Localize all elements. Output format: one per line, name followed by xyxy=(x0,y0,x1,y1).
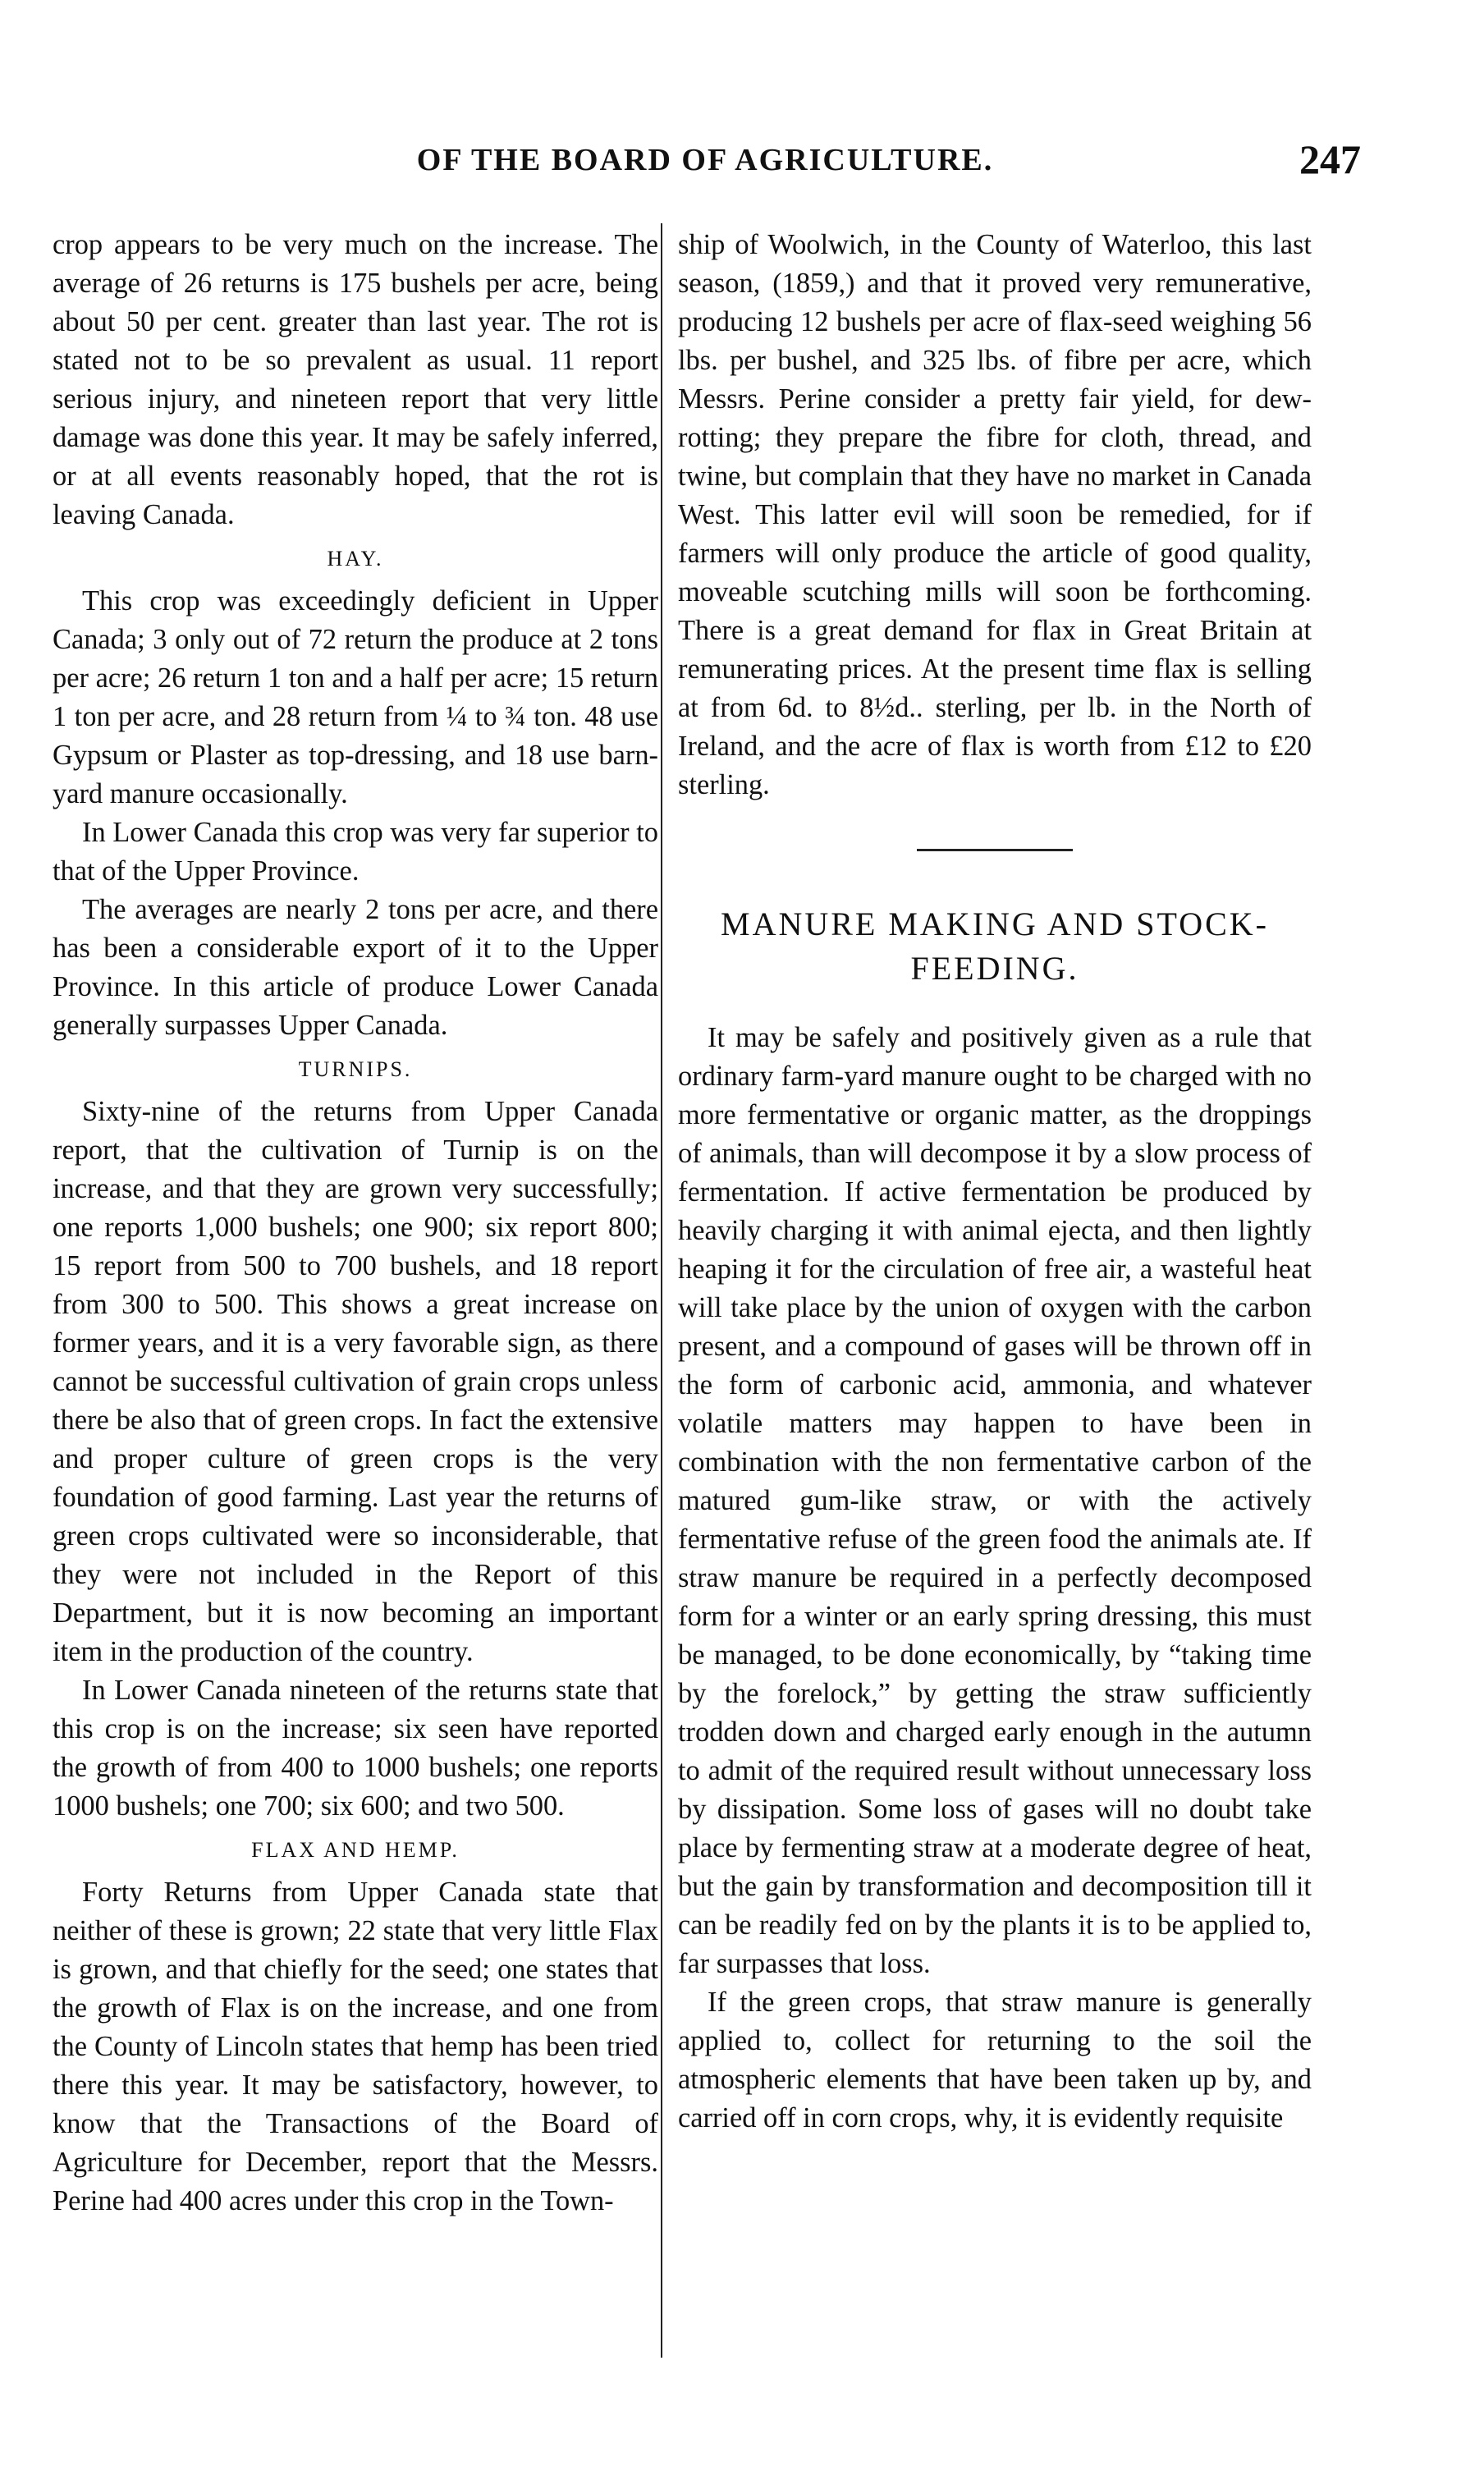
page-number: 247 xyxy=(1299,136,1361,182)
hay-heading: HAY. xyxy=(327,547,384,571)
manure-paragraph-2: If the green crops, that straw manure is generally applied to, collect for returning to the soil the atmospheric elements that have been taken up by, and carried off in corn crops, why, it is evidently requisite xyxy=(678,1987,1312,2134)
hay-paragraph-2: In Lower Canada this crop was very far superior to that of the Upper Province. xyxy=(53,817,658,887)
hay-paragraph-1: This crop was exceedingly deficient in Upper Canada; 3 only out of 72 return the produce at 2 tons per acre; 26 return 1 ton and a half per acre; 15 return 1 ton per acre, and 28 return from ¼ to ¾ ton. 48 use Gypsum or Plaster as top-dressing, and 18 use barn-yard manure occasionally. xyxy=(53,585,658,809)
hay-paragraph-3: The averages are nearly 2 tons per acre, and there has been a considerable export of it to the Upper Province. In this article of produce Lower Canada generally surpasses Upper Canada. xyxy=(53,894,658,1041)
right-column xyxy=(678,226,1312,2138)
left-column xyxy=(53,226,658,2221)
turnips-heading: TURNIPS. xyxy=(298,1057,413,1081)
flax-paragraph-1: Forty Returns from Upper Canada state that neither of these is grown; 22 state that very little Flax is grown, and that chiefly for the seed; one states that the growth of Flax is on the increase, and one from the County of Lincoln states that hemp has been tried there this year. It may be satisfactory, however, to know that the Transactions of the Board of Agriculture for December, report that the Messrs. Perine had 400 acres under this crop in the Town- xyxy=(53,1877,658,2216)
running-head xyxy=(49,135,1361,193)
section-rule xyxy=(917,849,1073,851)
turnips-paragraph-1: Sixty-nine of the returns from Upper Canada report, that the cultivation of Turnip is on the increase, and that they are grown very successfully; one reports 1,000 bushels; one 900; six report 800; 15 report from 500 to 700 bushels, and 18 report from 300 to 500. This shows a great increase on former years, and it is a very favorable sign, as there cannot be successful cultivation of grain crops unless there be also that of green crops. In fact the extensive and proper culture of green crops is the very foundation of good farming. Last year the returns of green crops cultivated were so inconsiderable, that they were not included in the Report of this Department, but it is now becoming an important item in the production of the country. xyxy=(53,1096,658,1667)
column-divider xyxy=(661,223,662,2358)
running-title: OF THE BOARD OF AGRICULTURE. xyxy=(416,143,994,177)
manure-article-title: MANURE MAKING AND STOCK-FEEDING. xyxy=(721,905,1269,987)
turnips-paragraph-2: In Lower Canada nineteen of the returns state that this crop is on the increase; six seen have reported the growth of from 400 to 1000 bushels; one reports 1000 bushels; one 700; six 600; and two 500. xyxy=(53,1675,658,1822)
flax-heading: FLAX AND HEMP. xyxy=(251,1838,460,1862)
intro-paragraph: crop appears to be very much on the increase. The average of 26 returns is 175 bushels per acre, being about 50 per cent. greater than last year. The rot is stated not to be so prevalent as usual. 11 report serious injury, and nineteen report that very little damage was done this year. It may be safely inferred, or at all events reasonably hoped, that the rot is leaving Canada. xyxy=(53,229,658,530)
flax-continuation: ship of Woolwich, in the County of Waterloo, this last season, (1859,) and that it proved very remunerative, producing 12 bushels per acre of flax-seed weighing 56 lbs. per bushel, and 325 lbs. of fibre per acre, which Messrs. Perine consider a pretty fair yield, for dew-rotting; they prepare the fibre for cloth, thread, and twine, but complain that they have no market in Canada West. This latter evil will soon be remedied, for if farmers will only produce the article of good quality, moveable scutching mills will soon be forthcoming. There is a great demand for flax in Great Britain at remunerating prices. At the present time flax is selling at from 6d. to 8½d.. sterling, per lb. in the North of Ireland, and the acre of flax is worth from £12 to £20 sterling. xyxy=(678,229,1312,800)
manure-paragraph-1: It may be safely and positively given as a rule that ordinary farm-yard manure ought to be charged with no more fermentative or organic matter, as the droppings of animals, than will decompose it by a slow process of fermentation. If active fermentation be produced by heavily charging it with animal ejecta, and then lightly heaping it for the circulation of free air, a wasteful heat will take place by the union of oxygen with the carbon present, and a compound of gases will be thrown off in the form of carbonic acid, ammonia, and whatever volatile matters may happen to have been in combination with the non fermentative carbon of the matured gum-like straw, or with the actively fermentative refuse of the green food the animals ate. If straw manure be required in a perfectly decomposed form for a winter or an early spring dressing, this must be managed, to be done economically, by “taking time by the forelock,” by getting the straw sufficiently trodden down and charged early enough in the autumn to admit of the required result without unnecessary loss by dissipation. Some loss of gases will no doubt take place by fermenting straw at a moderate degree of heat, but the gain by transformation and decomposition till it can be readily fed on by the plants it is to be applied to, far surpasses that loss. xyxy=(678,1022,1312,1979)
